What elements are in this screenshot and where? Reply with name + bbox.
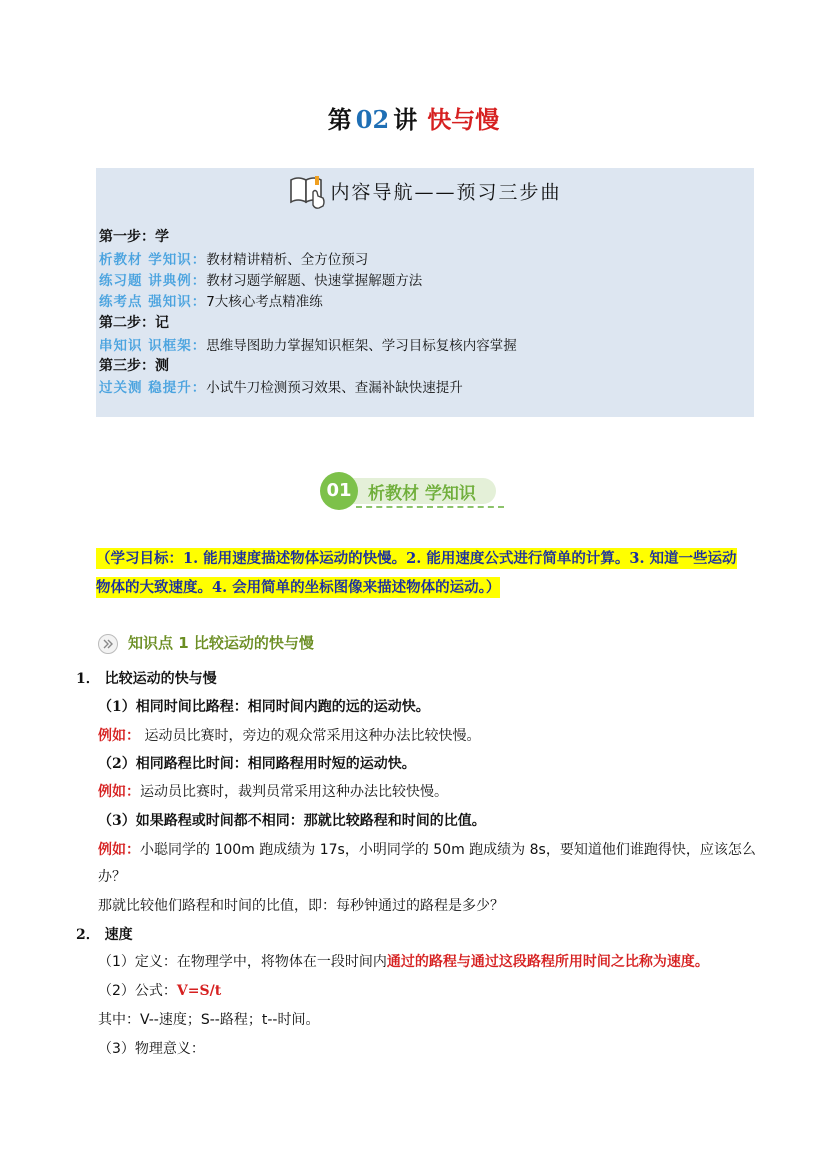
nav-line-3 [99, 290, 323, 310]
formula-value: V=S/t [176, 983, 222, 999]
definition-text: （1）定义：在物理学中，将物体在一段时间内 [98, 954, 387, 970]
example-label: 例如： [98, 728, 140, 744]
example-1 [98, 725, 480, 745]
nav-tag: 练考点 强知识： [99, 294, 207, 310]
nav-tag: 串知识 识框架： [99, 338, 207, 354]
example-text: 小聪同学的 100m 跑成绩为 17s，小明同学的 50m 跑成绩为 8s，要知道他们谁跑得快，应该怎么 [140, 842, 756, 858]
method-2: （2）相同路程比时间：相同路程用时短的运动快。 [98, 756, 416, 772]
example-text: 运动员比赛时，裁判员常采用这种办法比较快慢。 [140, 784, 448, 800]
method-1: （1）相同时间比路程：相同时间内跑的远的运动快。 [98, 699, 430, 715]
page-title [0, 100, 827, 135]
section-label: 析教材 学知识 [368, 484, 476, 504]
title-prefix: 第 [327, 105, 352, 134]
section-number: 01 [320, 472, 358, 510]
title-middle: 讲 [393, 105, 418, 134]
knowledge-point-heading [98, 632, 314, 654]
content-navigation-box [96, 168, 754, 417]
nav-tag: 练习题 讲典例： [99, 273, 207, 289]
definition-highlight: 通过的路程与通过这段路程所用时间之比称为速度。 [386, 954, 709, 970]
goals-line-1: （学习目标：1. 能用速度描述物体运动的快慢。2. 能用速度公式进行简单的计算。3. 知道一些运动 [96, 550, 737, 567]
step-1-heading: 第一步：学 [99, 229, 169, 245]
title-topic: 快与慢 [427, 105, 500, 134]
nav-tag: 析教材 学知识： [99, 252, 207, 268]
example-text: 运动员比赛时，旁边的观众常采用这种办法比较快慢。 [140, 728, 481, 744]
nav-text: 思维导图助力掌握知识框架、学习目标复核内容掌握 [206, 338, 517, 354]
formula-label: （2）公式： [98, 983, 177, 999]
step-2-heading: 第二步：记 [99, 315, 169, 331]
speed-formula [98, 980, 221, 1000]
example-label: 例如： [98, 842, 140, 858]
formula-variables: 其中：V--速度；S--路程；t--时间。 [98, 1012, 320, 1028]
example-3 [98, 839, 756, 859]
double-chevron-icon [98, 634, 118, 654]
section-badge [320, 470, 520, 514]
example-label: 例如： [98, 784, 140, 800]
heading-speed: 2． 速度 [76, 927, 133, 943]
nav-tag: 过关测 稳提升： [99, 380, 207, 396]
example-3-cont: 办？ [98, 869, 126, 885]
knowledge-point-text: 知识点 1 比较运动的快与慢 [128, 634, 314, 652]
learning-goals [96, 544, 761, 602]
book-hand-icon [288, 172, 328, 215]
nav-text: 小试牛刀检测预习效果、查漏补缺快速提升 [206, 380, 463, 396]
nav-line-1 [99, 248, 368, 268]
nav-header [96, 172, 754, 215]
section-underline [356, 506, 504, 508]
step-3-heading: 第三步：测 [99, 358, 169, 374]
nav-header-text: 内容导航——预习三步曲 [330, 181, 562, 204]
nav-text: 教材精讲精析、全方位预习 [206, 252, 369, 268]
nav-line-4 [99, 334, 517, 354]
example-2 [98, 781, 448, 801]
goals-line-2: 物体的大致速度。4. 会用简单的坐标图像来描述物体的运动。） [96, 579, 501, 596]
heading-compare-speed: 1． 比较运动的快与慢 [76, 671, 217, 687]
physical-meaning: （3）物理意义： [98, 1041, 205, 1057]
title-number: 02 [355, 105, 390, 134]
nav-text: 7大核心考点精准练 [206, 294, 323, 310]
method-3: （3）如果路程或时间都不相同：那就比较路程和时间的比值。 [98, 813, 486, 829]
example-3-explain: 那就比较他们路程和时间的比值，即：每秒钟通过的路程是多少？ [98, 898, 504, 914]
nav-text: 教材习题学解题、快速掌握解题方法 [206, 273, 423, 289]
nav-line-5 [99, 376, 463, 396]
speed-definition [98, 951, 709, 971]
nav-line-2 [99, 269, 422, 289]
